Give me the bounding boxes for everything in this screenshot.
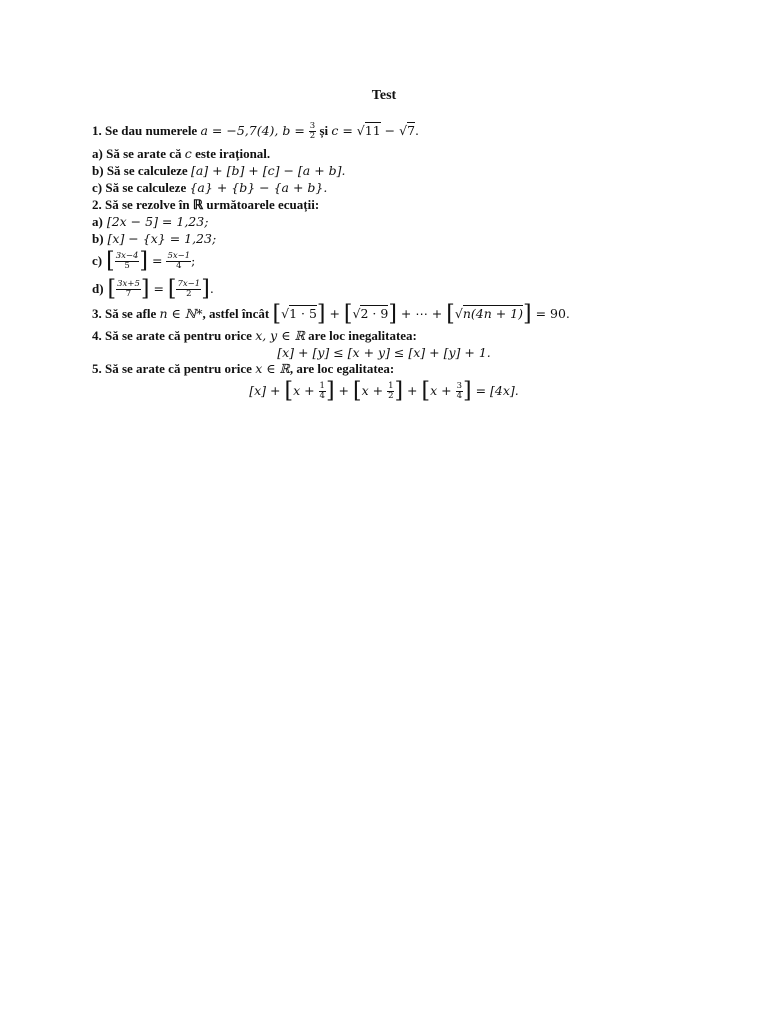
fraction-2d-left: $\frac{3x+5}{7}$ <box>117 279 140 299</box>
problem-2b: b) [x] − {x} = 1,23; <box>92 231 217 246</box>
radicand-1: 1 · 5 <box>289 306 317 321</box>
fraction-quarter: $\frac{1}{4}$ <box>319 381 325 401</box>
problem-2: 2. Să se rezolve în ℝ următoarele ecuații: <box>92 197 320 212</box>
value-c-prefix: c = √ <box>331 123 365 138</box>
problem-1: 1. Se dau numerele a = −5,7(4), b = $\frac{3}{2}$ și c = √11 − √7. <box>92 121 420 141</box>
page-title: Test <box>371 88 397 103</box>
fraction-2c-right: $\frac{5x-1}{4}$ <box>167 251 191 271</box>
problem-1a: a) Să se arate că c este irațional. <box>92 146 271 161</box>
fraction-three-quarters: $\frac{3}{4}$ <box>456 381 462 401</box>
problem-5: 5. Să se arate că pentru orice x ∈ ℝ, are loc egalitatea: <box>92 361 395 376</box>
problem-3: 3. Să se afle n ∈ ℕ*, astfel încât [√1 · 5] + [√2 · 9] + ⋯ + [√n(4n + 1)] = 90. <box>92 301 570 327</box>
radicand-n: n(4n + 1) <box>462 306 523 321</box>
problem-4-inequality: [x] + [y] ≤ [x + y] ≤ [x] + [y] + 1. <box>277 345 491 360</box>
and-word: și <box>316 123 332 138</box>
problem-2c: c) [ $\frac{3x-4}{5}$ ] = $\frac{5x-1}{4}$ ; <box>92 248 196 274</box>
problem-2d: d) [ $\frac{3x+5}{7}$ ] = [ $\frac{7x-1}{2}$ ]. <box>92 276 214 302</box>
problem-2a: a) [2x − 5] = 1,23; <box>92 214 209 229</box>
radicand-7: 7 <box>407 123 416 138</box>
fraction-half: $\frac{1}{2}$ <box>388 381 394 401</box>
fraction-b: $\frac{3}{2}$ <box>309 121 316 141</box>
problem-4: 4. Să se arate că pentru orice x, y ∈ ℝ are loc inegalitatea: <box>92 328 417 343</box>
minus-sqrt: − √ <box>380 123 408 138</box>
radicand-2: 2 · 9 <box>360 306 389 321</box>
value-a: a = −5,7(4), <box>200 123 283 138</box>
fraction-2d-right: $\frac{7x-1}{2}$ <box>177 279 201 299</box>
problem-1b: b) Să se calculeze [a] + [b] + [c] − [a + b]. <box>92 163 346 178</box>
problem-5-equality: [x] + [x + $\frac{1}{4}$ ] + [x + $\frac{1}{2}$ ] + [x + $\frac{3}{4}$ ] = [4x]. <box>249 378 519 404</box>
problem-1-label: 1. <box>92 123 102 138</box>
radicand-11: 11 <box>364 123 381 138</box>
fraction-2c-left: $\frac{3x-4}{5}$ <box>115 251 139 271</box>
problem-1-text: Se dau numerele <box>101 123 201 138</box>
problem-1c: c) Să se calculeze {a} + {b} − {a + b}. <box>92 180 328 195</box>
value-b-prefix: b = <box>282 123 309 138</box>
